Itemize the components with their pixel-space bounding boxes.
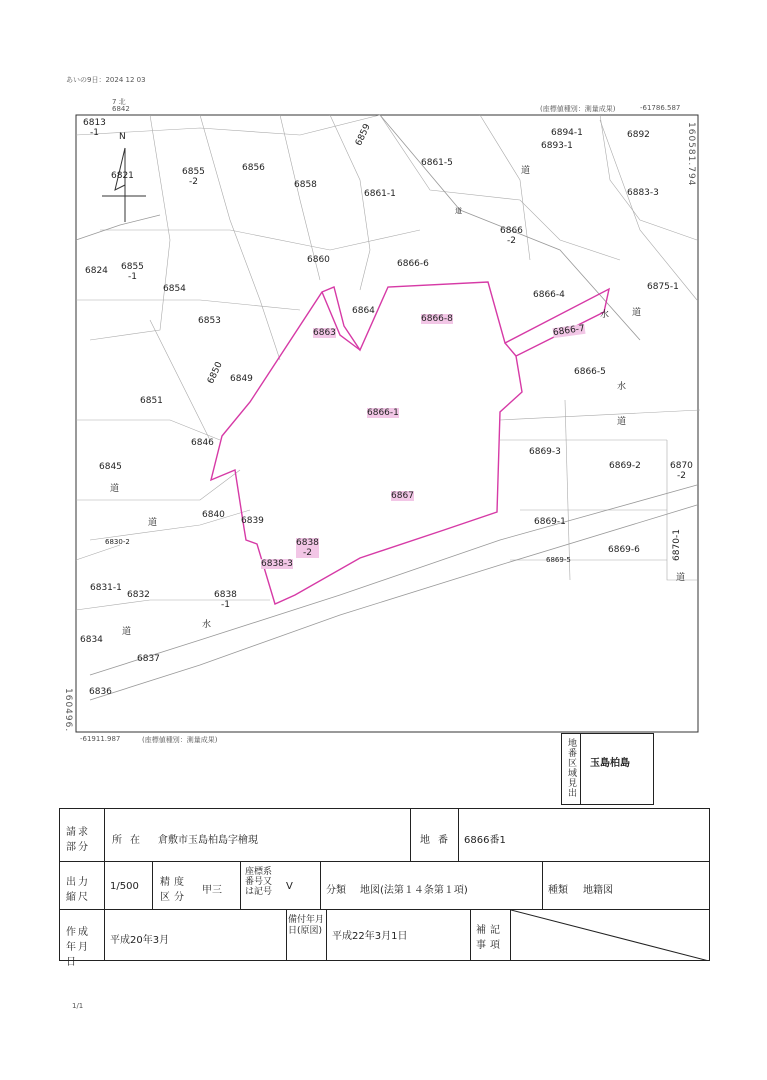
parcel-label: 6821 [111,171,134,181]
north-arrow-icon [102,148,146,222]
road-mark: 道 [148,518,158,528]
parcel-label: 6831-1 [90,583,122,593]
parcel-label: 6866 -2 [500,226,523,246]
coord-type-note-top: (座標値種別：測量成果) [540,105,616,113]
type-value: 地籍図 [583,885,613,896]
parcel-label-highlighted: 6866-8 [421,314,453,324]
parcel-label: 6813 -1 [83,118,106,138]
parcel-label: 6834 [80,635,103,645]
coord-system-label: 座標系番号又は記号 [245,867,273,897]
road-mark: 道 [617,417,627,427]
parcel-label: 6866-5 [574,367,606,377]
lot-label: 地番 [420,835,456,846]
map-frame [76,115,698,732]
parcel-label-highlighted: 6866-7 [552,323,586,339]
info-table [59,808,710,968]
north-label: N [119,132,126,142]
created-value: 平成20年3月 [110,935,170,946]
lot-value: 6866番1 [464,835,506,846]
parcel-label: 6839 [241,516,264,526]
parcel-label: 6869-6 [608,545,640,555]
parcel-label: 6859 [354,122,373,148]
road-mark: 道 [676,573,686,583]
class-label: 分類 [326,885,346,896]
coord-system-value: Ⅴ [286,881,293,892]
print-date: あいの9日：2024 12 03 [66,76,146,84]
location-label: 所在 [112,835,148,846]
road-mark: 道 [110,484,120,494]
road-mark: 道 [455,207,462,215]
parcel-label: 6869-1 [534,517,566,527]
parcel-label: 6845 [99,462,122,472]
parcel-label: 6866-4 [533,290,565,300]
accuracy-value: 甲三 [202,885,222,896]
parcel-label: 6853 [198,316,221,326]
parcel-label-highlighted: 6866-1 [367,408,399,418]
parcel-label-highlighted: 6867 [391,491,414,501]
road-mark: 道 [521,166,531,176]
road-mark: 道 [632,308,642,318]
parcel-label: 6830-2 [105,538,130,546]
parcel-label: 6832 [127,590,150,600]
parcel-label: 6846 [191,438,214,448]
district-index-box [561,733,654,805]
request-dept-label: 請求部分 [66,827,90,853]
parcel-label-highlighted: 6838-3 [261,559,293,569]
parcel-label: 6864 [352,306,375,316]
parcel-label-highlighted: 6863 [313,328,336,338]
header-note-1: 7 北 [112,98,126,106]
water-mark: 水 [202,620,212,630]
water-mark: 水 [617,382,627,392]
parcel-label: 6824 [85,266,108,276]
coord-top-right: -61786.587 [640,104,681,112]
scale-value: 1/500 [110,881,139,892]
parcel-label: 6850 [206,360,225,386]
parcel-label: 6836 [89,687,112,697]
parcel-label: 6855 -2 [182,167,205,187]
attached-value: 平成22年3月1日 [332,931,408,942]
parcel-label: 6894-1 [551,128,583,138]
parcel-label: 6869-3 [529,447,561,457]
coord-type-note-bottom: (座標値種別：測量成果) [142,736,218,744]
parcel-label: 6860 [307,255,330,265]
remarks-empty-slash [511,910,709,961]
parcel-label: 6858 [294,180,317,190]
accuracy-label: 精度区分 [160,877,188,903]
parcel-label: 6851 [140,396,163,406]
type-label: 種類 [548,885,568,896]
scale-label: 出力縮尺 [66,877,90,903]
parcel-label: 6861-1 [364,189,396,199]
class-value: 地図(法第１４条第１項) [360,885,468,896]
header-note-2: 6842 [112,105,130,113]
water-mark: 水 [600,310,610,320]
parcel-label: 6861-5 [421,158,453,168]
parcel-label: 6892 [627,130,650,140]
remarks-label: 補記事項 [476,925,504,951]
parcel-label: 6838 -1 [214,590,237,610]
district-name: 玉島柏島 [590,758,630,769]
road-mark: 道 [122,627,132,637]
parcel-label: 6855 -1 [121,262,144,282]
parcel-label: 6870-1 [671,529,682,561]
coord-bottom-left: -61911.987 [80,735,121,743]
parcel-label: 6883-3 [627,188,659,198]
parcel-label: 6856 [242,163,265,173]
parcel-label: 6893-1 [541,141,573,151]
attached-label: 備付年月日(原図) [288,915,325,936]
coord-left: 160496. [63,688,73,733]
parcel-label: 6849 [230,374,253,384]
coord-right: 160581.794 [686,122,696,187]
district-index-label: 地番区域見出 [566,738,576,798]
page-number: 1/1 [72,1002,84,1010]
parcel-label: 6866-6 [397,259,429,269]
created-label: 作成年月日 [66,927,90,968]
parcel-label: 6854 [163,284,186,294]
parcel-label: 6840 [202,510,225,520]
parcel-label: 6869-2 [609,461,641,471]
location-value: 倉敷市玉島柏島字檜現 [158,835,258,846]
parcel-label: 6869-5 [546,556,571,564]
parcel-label: 6870 -2 [670,461,693,481]
parcel-label: 6875-1 [647,282,679,292]
parcel-label: 6837 [137,654,160,664]
parcel-label-highlighted: 6838 -2 [296,538,319,558]
